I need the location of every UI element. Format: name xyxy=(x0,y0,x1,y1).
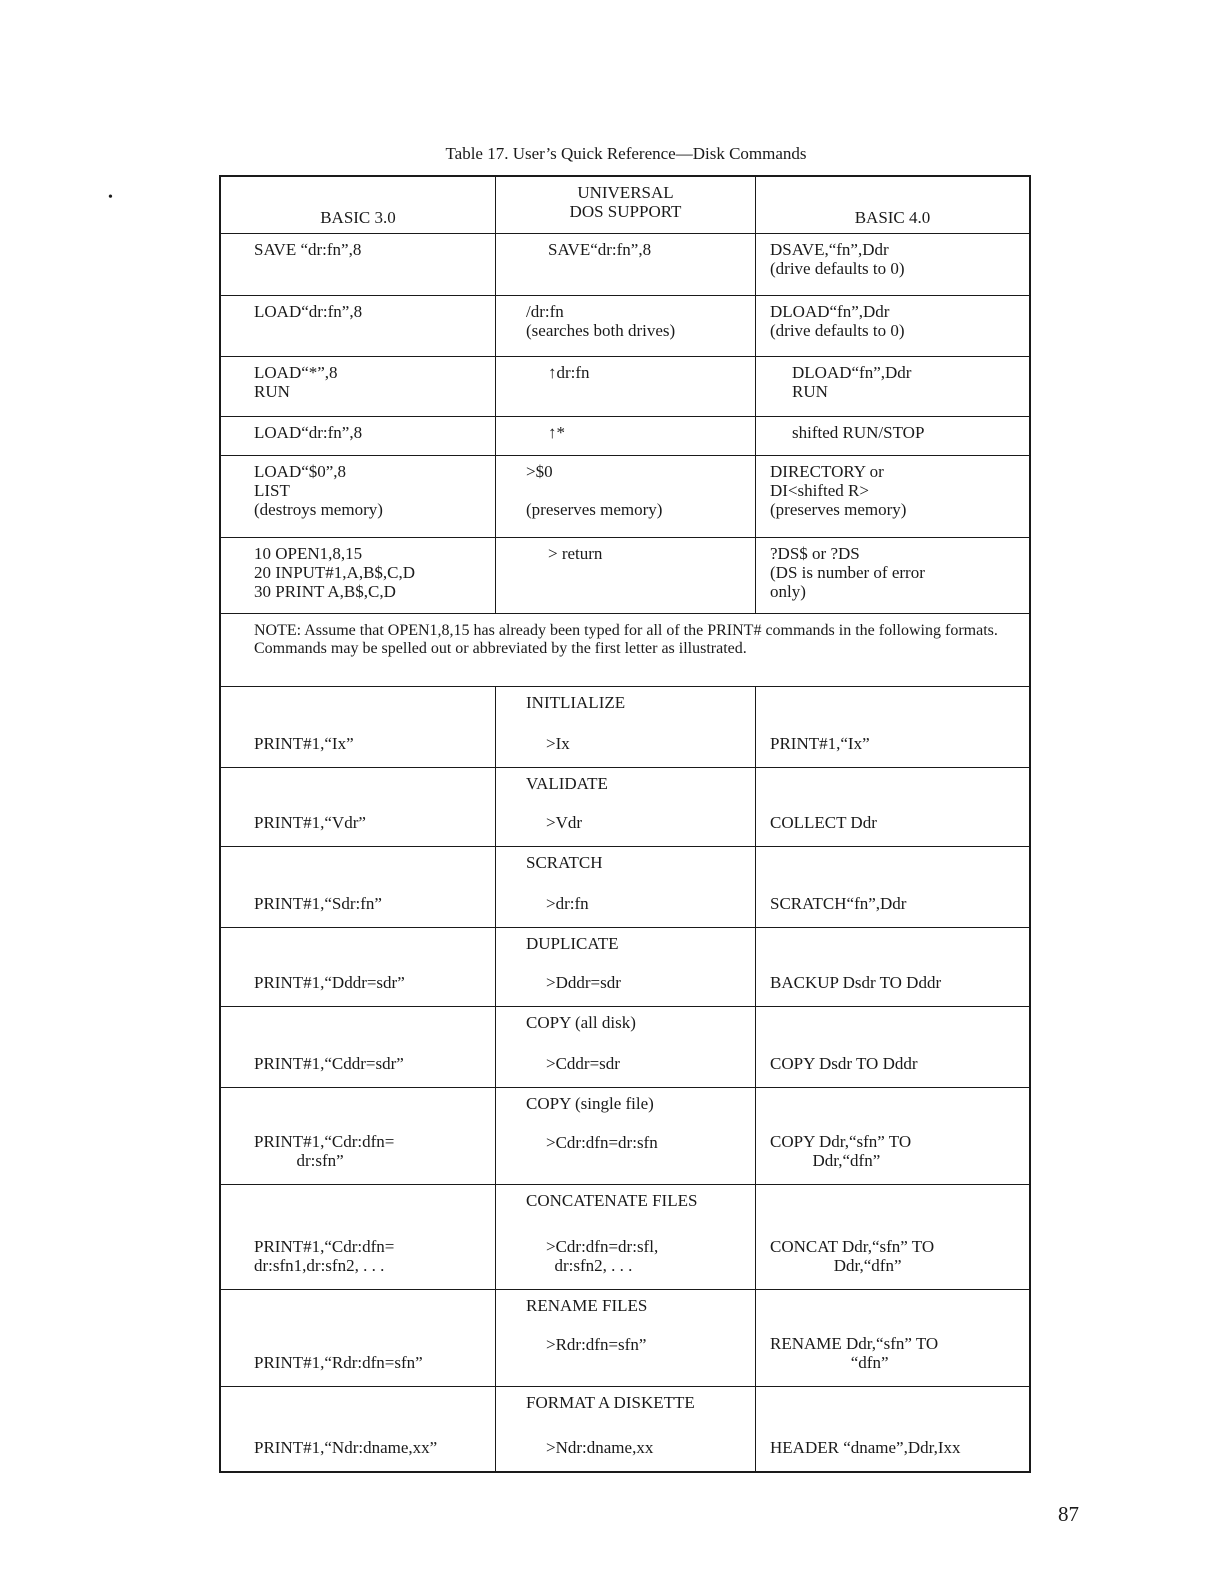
cell-basic-3: PRINT#1,“Sdr:fn” xyxy=(254,894,382,913)
stray-mark: • xyxy=(108,190,113,205)
cell-basic-3: PRINT#1,“Ix” xyxy=(254,734,354,753)
cell-basic-3: PRINT#1,“Vdr” xyxy=(254,813,366,832)
command-name: COPY (single file) xyxy=(526,1094,654,1113)
command-name: INITLIALIZE xyxy=(526,693,626,712)
command-name: SCRATCH xyxy=(526,853,603,872)
cell-basic-3: PRINT#1,“Dddr=sdr” xyxy=(254,973,405,992)
cell-dos-support: /dr:fn (searches both drives) xyxy=(495,296,755,356)
header-universal-dos: UNIVERSAL DOS SUPPORT xyxy=(495,177,755,233)
dos-operation: >dr:fn xyxy=(546,894,589,913)
table-row xyxy=(221,928,1029,1007)
cell-dos-support xyxy=(495,847,755,927)
table-row xyxy=(221,1007,1029,1088)
table-row xyxy=(221,1387,1029,1471)
cell-dos-support xyxy=(495,687,755,767)
dos-operation: >Cdr:dfn=dr:sfn xyxy=(546,1133,658,1152)
dos-operation: >Cddr=sdr xyxy=(546,1054,620,1073)
dos-operation: >Rdr:dfn=sfn” xyxy=(546,1335,647,1354)
cell-dos-support xyxy=(495,928,755,1006)
cell-basic-3: LOAD“$0”,8 LIST (destroys memory) xyxy=(254,462,383,519)
table-header-row xyxy=(221,177,1029,234)
cell-dos-support xyxy=(495,1387,755,1471)
cell-basic-4: DSAVE,“fn”,Ddr (drive defaults to 0) xyxy=(755,234,1029,295)
cell-basic-3: LOAD“*”,8 RUN xyxy=(254,363,338,401)
table-row xyxy=(221,1290,1029,1387)
dos-operation: >Ndr:dname,xx xyxy=(546,1438,654,1457)
cell-basic-4: ?DS$ or ?DS (DS is number of error only) xyxy=(755,538,1029,613)
cell-basic-4: COPY Dsdr TO Dddr xyxy=(755,1007,1029,1087)
cell-basic-3: LOAD“dr:fn”,8 xyxy=(254,302,363,321)
table-row xyxy=(221,357,1029,417)
cell-basic-3: SAVE “dr:fn”,8 xyxy=(254,240,362,259)
command-name: COPY (all disk) xyxy=(526,1013,636,1032)
cell-basic-4: COPY Ddr,“sfn” TO Ddr,“dfn” xyxy=(755,1088,1029,1184)
table-row xyxy=(221,847,1029,928)
cell-dos-support xyxy=(495,1185,755,1289)
cell-basic-4: CONCAT Ddr,“sfn” TO Ddr,“dfn” xyxy=(755,1185,1029,1289)
cell-basic-3: PRINT#1,“Cddr=sdr” xyxy=(254,1054,404,1073)
table-row xyxy=(221,296,1029,357)
cell-basic-4: shifted RUN/STOP xyxy=(755,417,1029,455)
cell-dos-support xyxy=(495,768,755,846)
table-row xyxy=(221,768,1029,847)
dos-operation: >Cdr:dfn=dr:sfl, dr:sfn2, . . . xyxy=(546,1237,659,1275)
command-name: DUPLICATE xyxy=(526,934,619,953)
command-name: RENAME FILES xyxy=(526,1296,648,1315)
header-basic-3: BASIC 3.0 xyxy=(320,208,396,227)
cell-basic-3: PRINT#1,“Rdr:dfn=sfn” xyxy=(254,1353,423,1372)
cell-dos-support: >$0 (preserves memory) xyxy=(495,456,755,537)
cell-dos-support: SAVE“dr:fn”,8 xyxy=(495,234,755,295)
command-name: FORMAT A DISKETTE xyxy=(526,1393,695,1412)
table-note: NOTE: Assume that OPEN1,8,15 has already been typed for all of the PRINT# commands in the following formats. Commands may be spelled out or abbreviated by the first letter as illustrated. xyxy=(221,614,1029,687)
dos-operation: >Vdr xyxy=(546,813,583,832)
command-name: VALIDATE xyxy=(526,774,608,793)
cell-dos-support xyxy=(495,1088,755,1184)
cell-dos-support: > return xyxy=(495,538,755,613)
table-row xyxy=(221,1088,1029,1185)
cell-dos-support xyxy=(495,1007,755,1087)
cell-dos-support: ↑dr:fn xyxy=(495,357,755,416)
table-row xyxy=(221,234,1029,296)
table-caption: Table 17. User’s Quick Reference—Disk Commands xyxy=(445,144,807,163)
cell-basic-3: 10 OPEN1,8,15 20 INPUT#1,A,B$,C,D 30 PRINT A,B$,C,D xyxy=(254,544,416,601)
page-number: 87 xyxy=(1058,1502,1079,1526)
table-row xyxy=(221,456,1029,538)
cell-dos-support: ↑* xyxy=(495,417,755,455)
table-row xyxy=(221,1185,1029,1290)
cell-basic-4: PRINT#1,“Ix” xyxy=(755,687,1029,767)
cell-basic-4: BACKUP Dsdr TO Dddr xyxy=(755,928,1029,1006)
cell-basic-3: PRINT#1,“Cdr:dfn= dr:sfn1,dr:sfn2, . . . xyxy=(254,1237,395,1275)
cell-basic-4: DLOAD“fn”,Ddr (drive defaults to 0) xyxy=(755,296,1029,356)
command-name: CONCATENATE FILES xyxy=(526,1191,698,1210)
table-row xyxy=(221,417,1029,456)
dos-operation: >Dddr=sdr xyxy=(546,973,621,992)
header-basic-4: BASIC 4.0 xyxy=(755,177,1029,233)
cell-basic-4: DLOAD“fn”,Ddr RUN xyxy=(755,357,1029,416)
disk-commands-table xyxy=(219,175,1031,1473)
table-row xyxy=(221,538,1029,614)
cell-basic-4: RENAME Ddr,“sfn” TO “dfn” xyxy=(755,1290,1029,1386)
table-row xyxy=(221,687,1029,768)
cell-basic-3: PRINT#1,“Ndr:dname,xx” xyxy=(254,1438,438,1457)
dos-operation: >Ix xyxy=(546,734,570,753)
cell-basic-4: SCRATCH“fn”,Ddr xyxy=(755,847,1029,927)
cell-dos-support xyxy=(495,1290,755,1386)
cell-basic-4: COLLECT Ddr xyxy=(755,768,1029,846)
cell-basic-4: HEADER “dname”,Ddr,Ixx xyxy=(755,1387,1029,1471)
cell-basic-3: LOAD“dr:fn”,8 xyxy=(254,423,363,442)
cell-basic-3: PRINT#1,“Cdr:dfn= dr:sfn” xyxy=(254,1132,395,1170)
cell-basic-4: DIRECTORY or DI<shifted R> (preserves memory) xyxy=(755,456,1029,537)
